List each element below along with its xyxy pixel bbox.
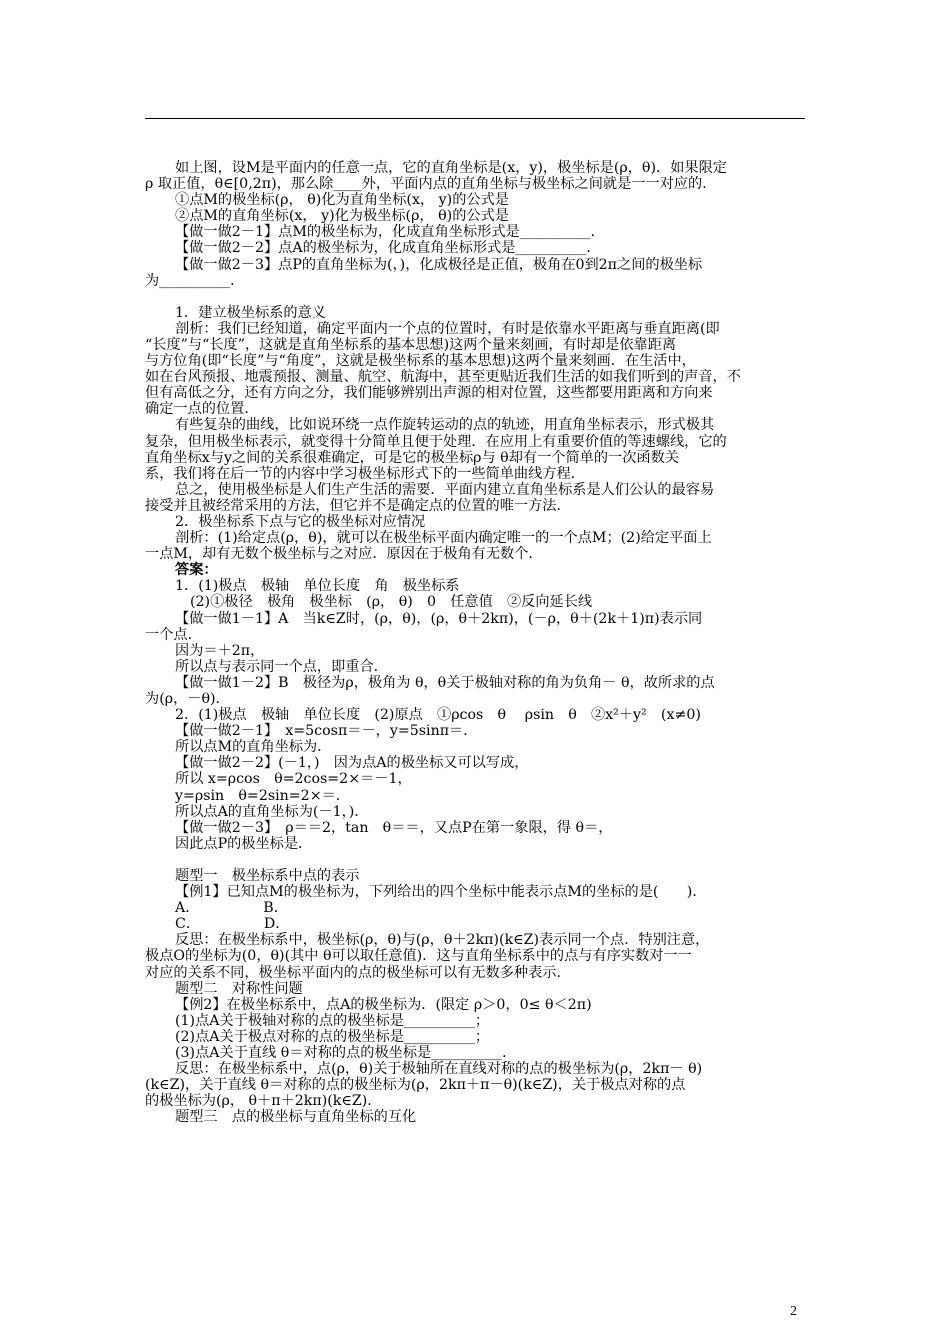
header-rule [145,118,805,119]
text-line: 的极坐标为(ρ， θ＋π＋2kπ)(k∈Z)． [145,1093,382,1110]
text-line: 【例1】已知点M的极坐标为，下列给出的四个坐标中能表示点M的坐标的是( )． [175,884,707,901]
text-line: 【做一做2－3】点P的直角坐标为(，)，化成极径是正值，极角在0到2π之间的极坐标 [175,256,703,273]
text-line: 【做一做2－1】点M的极坐标为，化成直角坐标形式是__________． [175,224,605,241]
text-line: 一点M，却有无数个极坐标与之对应．原因在于极角有无数个． [145,546,543,563]
text-line: 【做一做2－1】 x=5cosπ＝－，y=5sinπ＝． [175,723,478,740]
text-line: 系，我们将在后一节的内容中学习极坐标形式下的一些简单曲线方程． [145,465,585,482]
text-line: 所以点A的直角坐标为(－1，)． [175,803,369,820]
text-line: 总之，使用极坐标是人们生产生活的需要．平面内建立直角坐标系是人们公认的最容易 [175,481,715,498]
text-line: ρ 取正值，θ∈[0,2π)，那么除____外，平面内点的直角坐标与极坐标之间就是一一对应的． [145,176,717,193]
text-line: 确定一点的位置． [145,401,259,418]
document-body [145,160,807,1125]
text-line: 题型三 点的极坐标与直角坐标的互化 [175,1109,417,1126]
text-line: “长度”与“长度”，这就是直角坐标系的基本思想)这两个量来刻画，有时却是依靠距离 [145,336,677,353]
text-line: 1．建立极坐标系的意义 [175,304,326,321]
text-line: 所以 x=ρcos θ=2cos=2×＝－1， [175,771,412,788]
text-line: 但有高低之分，还有方向之分，我们能够辨别出声源的相对位置，这些都要用距离和方向来 [145,385,713,402]
text-line: 剖析：我们已经知道，确定平面内一个点的位置时，有时是依靠水平距离与垂直距离(即 [175,320,720,337]
text-line: 为__________． [145,272,245,289]
blank-line [145,852,807,868]
text-line: 【做一做1－2】B 极径为ρ，极角为 θ，θ关于极轴对称的角为负角－ θ，故所求的点 [175,674,715,691]
text-line: 【做一做2－2】(－1，) 因为点A的极坐标又可以写成， [175,755,529,772]
text-line: (2)点A关于极点对称的点的极坐标是__________； [175,1028,490,1045]
text-line: 所以点M的直角坐标为． [175,739,332,756]
text-line: 对应的关系不同，极坐标平面内的点的极坐标可以有无数多种表示． [145,964,571,981]
text-line: 剖析：(1)给定点(ρ，θ)，就可以在极坐标平面内确定唯一的一个点M；(2)给定平面上 [175,530,712,547]
text-line: 直角坐标x与y之间的关系很难确定，可是它的极坐标ρ与 θ却有一个简单的一次函数关 [145,449,679,466]
text-line: 【做一做2－3】 ρ＝＝2，tan θ＝＝，又点P在第一象限，得 θ＝， [175,819,613,836]
text-line: 【做一做2－2】点A的极坐标为，化成直角坐标形式是__________． [175,240,601,257]
text-line: A． B． [175,900,288,917]
text-line: 【做一做1－1】A 当k∈Z时，(ρ，θ)，(ρ，θ＋2kπ)，(－ρ，θ＋(2k＋1)π)表示同 [175,610,703,627]
text-line: ②点M的直角坐标(x， y)化为极坐标(ρ， θ)的公式是 [175,208,509,225]
text-line: 题型二 对称性问题 [175,980,303,997]
text-line: 因为＝＋2π， [175,642,265,659]
text-line: (2)①极径 极角 极坐标 (ρ， θ) 0 任意值 ②反向延长线 [190,594,593,611]
text-line: 一个点． [145,626,202,643]
text-line: 如在台风预报、地震预报、测量、航空、航海中，甚至更贴近我们生活的如我们听到的声音，不 [145,369,741,386]
text-line: 反思：在极坐标系中，点(ρ，θ)关于极轴所在直线对称的点的极坐标为(ρ，2kπ－ θ) [175,1061,703,1078]
text-line: C． D． [175,916,290,933]
text-line: 与方位角(即“长度”与“角度”，这就是极坐标系的基本思想)这两个量来刻画．在生活中， [145,353,696,370]
blank-line [145,289,807,305]
text-line: 答案： [175,562,218,579]
text-line: 极点O的坐标为(0，θ)(其中 θ可以取任意值)．这与直角坐标系中的点与有序实数对一一 [145,948,692,965]
text-line: (1)点A关于极轴对称的点的极坐标是__________； [175,1012,490,1029]
text-line: 2．(1)极点 极轴 单位长度 (2)原点 ①ρcos θ ρsin θ ②x²＋y² (x≠0) [175,707,701,724]
text-line: 题型一 极坐标系中点的表示 [175,867,360,884]
text-line: y=ρsin θ=2sin=2×＝． [175,787,350,804]
text-line: 有些复杂的曲线，比如说环绕一点作旋转运动的点的轨迹，用直角坐标表示，形式极其 [175,417,715,434]
text-line: 【例2】在极坐标系中，点A的极坐标为．(限定 ρ＞0，0≤ θ＜2π) [175,996,592,1013]
text-line: 所以点与表示同一个点，即重合． [175,658,388,675]
page-number: 2 [790,1304,797,1319]
text-line: 接受并且被经常采用的方法，但它并不是确定点的位置的唯一方法． [145,497,571,514]
text-line: ①点M的极坐标(ρ， θ)化为直角坐标(x， y)的公式是 [175,192,509,209]
text-line: 如上图，设M是平面内的任意一点，它的直角坐标是(x，y)，极坐标是(ρ，θ)．如果限定 [175,160,727,176]
text-line: (k∈Z)，关于直线 θ＝对称的点的极坐标为(ρ，2kπ＋π－θ)(k∈Z)，关于极点对称的点 [145,1077,686,1094]
text-line: 2．极坐标系下点与它的极坐标对应情况 [175,513,426,530]
text-line: 因此点P的极坐标是． [175,835,313,852]
text-line: 为(ρ，－θ)． [145,691,230,707]
text-line: 复杂，但用极坐标表示，就变得十分简单且便于处理．在应用上有重要价值的等速螺线，它的 [145,433,727,450]
text-line: 反思：在极坐标系中，极坐标(ρ，θ)与(ρ，θ＋2kπ)(k∈Z)表示同一个点．特别注意， [175,932,710,949]
text-line: 1．(1)极点 极轴 单位长度 角 极坐标系 [175,578,460,595]
text-line: (3)点A关于直线 θ＝对称的点的极坐标是__________． [175,1044,517,1061]
